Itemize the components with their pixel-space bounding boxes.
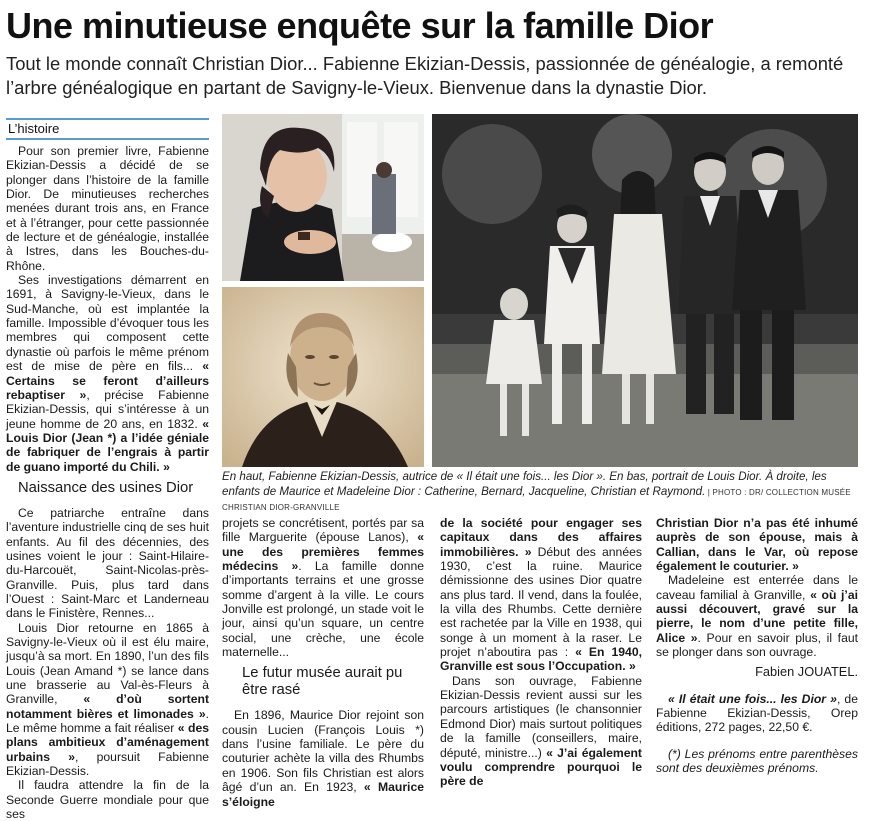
subheading-naissance: Naissance des usines Dior <box>18 479 194 496</box>
lead-paragraph: Tout le monde connaît Christian Dior... Fabienne Ekizian-Dessis, passionnée de généalogie, a remonté l’arbre généalogique en partant de Savigny-le-Vieux. Bienvenue dans la dynastie Dior. <box>6 53 844 98</box>
photo-louis-dior-image <box>222 287 424 467</box>
column-3 <box>440 516 642 789</box>
photo-caption: En haut, Fabienne Ekizian-Dessis, autrice de « Il était une fois... les Dior ». En bas, portrait de Louis Dior. À droite, les enfants de Maurice et Madeleine Dior : Catherine, Bernard, Jacqueline, Christian et Raymond. | PHOTO : DR/ COLLECTION MUSÉE CHRISTIAN DIOR-GRANVILLE <box>222 470 851 512</box>
photo-fabienne-image <box>222 114 424 281</box>
photo-dior-children <box>432 114 858 467</box>
subheading-musee: Le futur musée aurait pu être rasé <box>242 665 403 699</box>
col2-paragraph-1: projets se concrétisent, portés par sa fille Marguerite (épouse Lanos), « une des premières femmes médecins ». La famille donne d’importants terrains et une grosse somme d’argent à la ville. Le cours Jonville est prolongé, un stade voit le jour, ainsi qu’un square, un centre social, une crèche, une école maternelle... <box>222 516 425 660</box>
column-4 <box>656 516 858 776</box>
photo-louis-dior <box>222 287 424 467</box>
col1-paragraph-2: Ses investigations démarrent en 1691, à Savigny-le-Vieux, dans le Sud-Manche, où est implantée la famille. Impossible d’évoquer tous les membres qui composent cette dynastie où parfois le même prénom est de mise de père en fils... « Certains se feront d’ailleurs rebaptiser », précise Fabienne Ekizian-Dessis, qui s’intéresse à un jeune homme de 20 ans, en 1832. « Louis Dior (Jean *) a l’idée géniale de fabriquer de l’engrais à partir de guano importé du Chili. » <box>6 273 209 474</box>
photo-dior-children-image <box>432 114 858 467</box>
photo-fabienne <box>222 114 424 281</box>
column-1 <box>6 144 209 821</box>
col2-paragraph-2: En 1896, Maurice Dior rejoint son cousin Lucien (François Louis *) dans l’usine familiale. Le père du couturier achète la villa des Rhumbs en 1906. Son fils Christian est alors âgé d’un an. En 1923, « Maurice s’éloigne <box>222 708 424 809</box>
col1-paragraph-1: Pour son premier livre, Fabienne Ekizian-Dessis a décidé de se plonger dans l’histoire de la famille Dior. De minutieuses recherches menées durant trois ans, en France et à l’étranger, pour cette passionnée de lecture et de généalogie, installée à Istres, dans les Bouches-du-Rhône. <box>6 144 209 273</box>
col1-paragraph-4: Louis Dior retourne en 1865 à Savigny-le-Vieux où il est élu maire, jusqu’à sa mort. En 1890, l’un des fils Louis (Jean Amand *) se lance dans une brasserie au Val-ès-Fleurs à Granville, « d’où sortent notamment bières et limonades ». Le même homme a fait réaliser « des plans ambitieux d’aménagement urbains », poursuit Fabienne Ekizian-Dessis. <box>6 620 209 779</box>
col1-paragraph-3: Ce patriarche entraîne dans l’aventure industrielle cinq de ses huit enfants. Au fil des décennies, des usines voient le jour : Saint-Hilaire-du-Harcouët, Saint-Nicolas-près-Granville. Puis, plus tard dans l’Ouest : Saint-Marc et Landerneau dans le Finistère, Rennes... <box>6 505 209 621</box>
col1-paragraph-5: Il faudra attendre la fin de la Seconde Guerre mondiale pour que ses <box>6 778 209 821</box>
col3-paragraph-2: Dans son ouvrage, Fabienne Ekizian-Dessis revient aussi sur les parcours artistiques (le chansonnier Edmond Dior) mais surtout politiques de la famille (conseillers, maire, député, ministre...) « J’ai également voulu comprendre pourquoi le père de <box>440 673 642 789</box>
col4-paragraph-2: Madeleine est enterrée dans le caveau familial à Granville, « où j’ai aussi découvert, gravé sur la pierre, le nom d’une petite fille, Alice ». Pour en savoir plus, il faut se plonger dans son ouvrage. <box>656 573 859 660</box>
photo-credit: | PHOTO : DR/ COLLECTION MUSÉE CHRISTIAN DIOR-GRANVILLE <box>222 487 851 512</box>
col4-paragraph-1: Christian Dior n’a pas été inhumé auprès de son épouse, mais à Callian, dans le Var, où repose également le couturier. » <box>656 516 858 574</box>
headline: Une minutieuse enquête sur la famille Dior <box>6 5 714 46</box>
footnote: (*) Les prénoms entre parenthèses sont des deuxièmes prénoms. <box>656 746 858 776</box>
column-2 <box>222 516 424 809</box>
rubric-label: L’histoire <box>6 118 209 140</box>
book-reference: « Il était une fois... les Dior », de Fabienne Ekizian-Dessis, Orep éditions, 272 pages, 22,50 €. <box>656 691 858 735</box>
author-signature: Fabien JOUATEL. <box>755 664 858 680</box>
col3-paragraph-1: de la société pour engager ses capitaux dans des affaires immobilières. » Début des années 1930, c’est la ruine. Maurice démissionne des usines Dior quatre ans plus tard. Il vend, dans la foulée, la villa des Rhumbs. Cette dernière est rachetée par la Ville en 1938, qui songe à un moment à la raser. Le projet n’aboutira pas : « En 1940, Granville est sous l’Occupation. » <box>440 516 642 674</box>
